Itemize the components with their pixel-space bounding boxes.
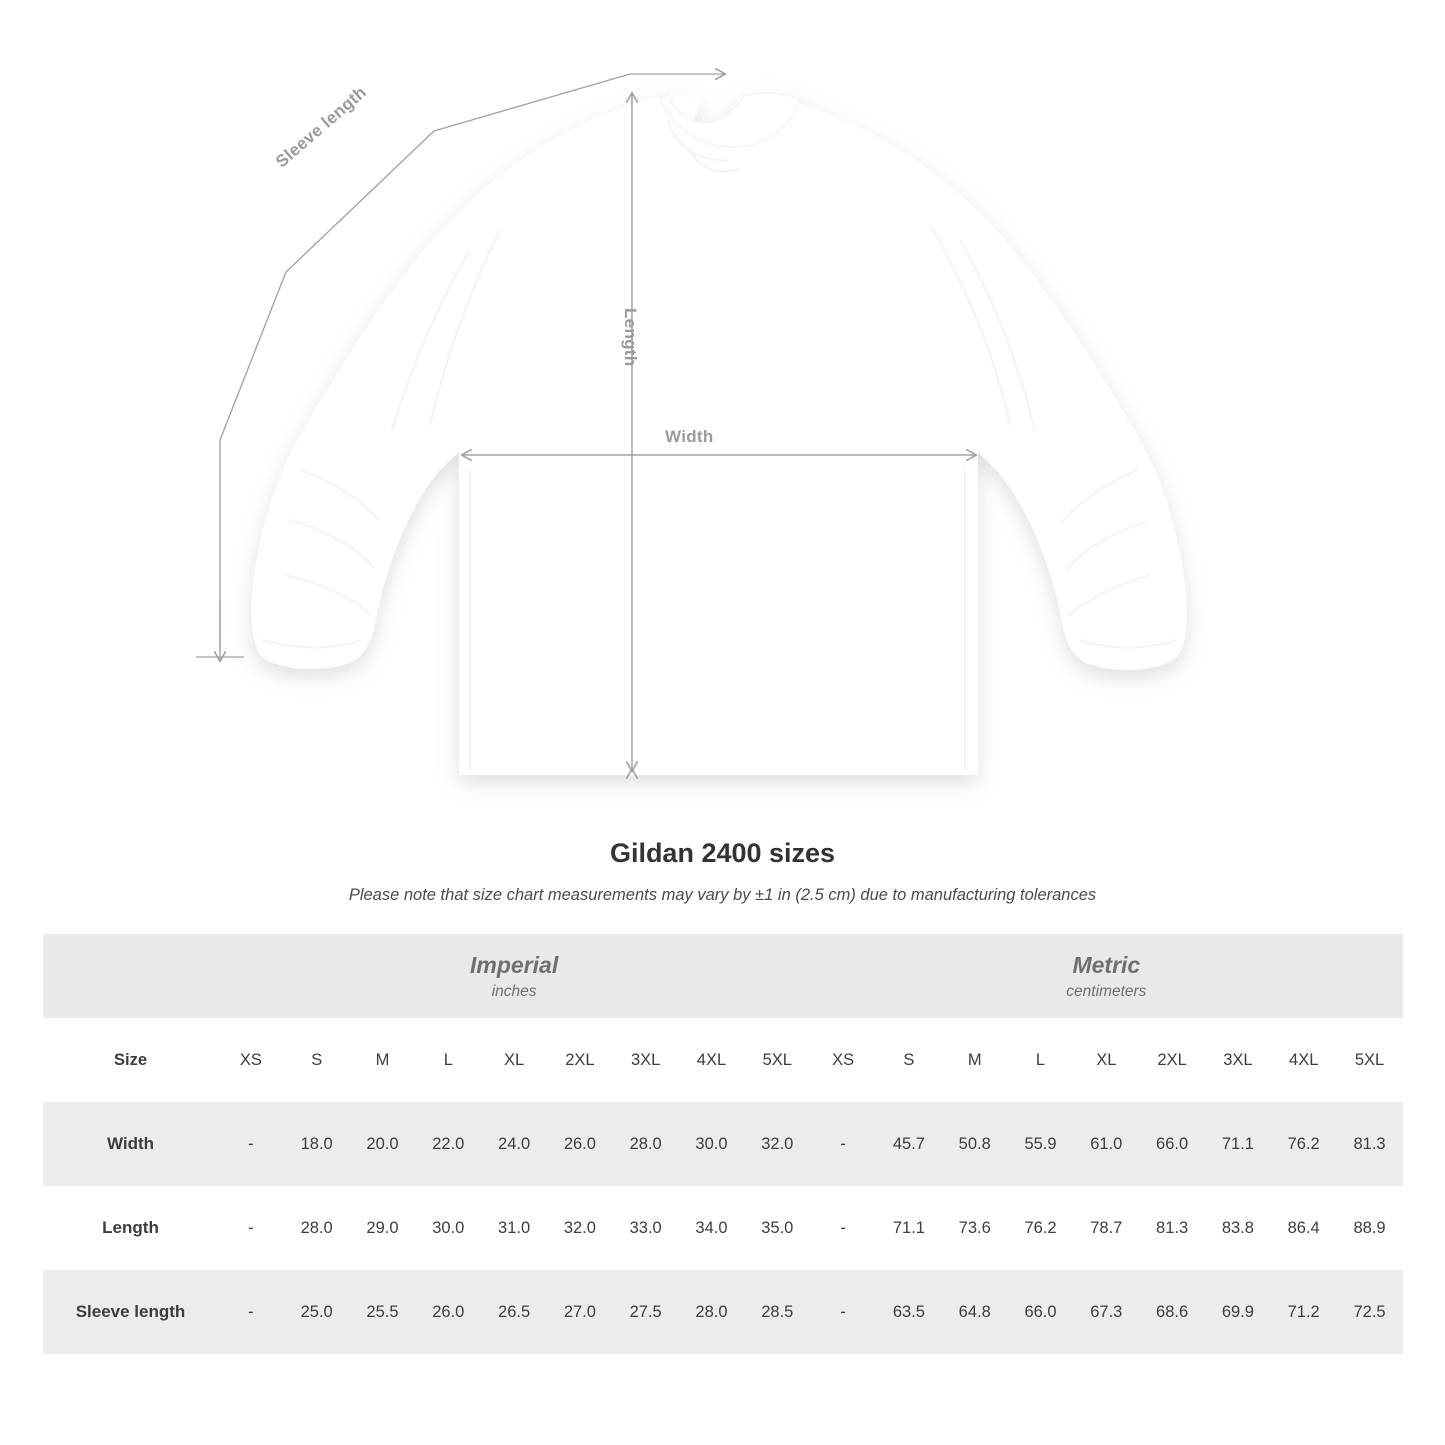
width-metric-3xl: 71.1 xyxy=(1205,1102,1271,1186)
unit-header-row xyxy=(43,934,1403,1018)
shirt-shape xyxy=(251,93,1187,775)
length-metric-l: 76.2 xyxy=(1008,1186,1074,1270)
width-imperial-2xl: 26.0 xyxy=(547,1102,613,1186)
sleeve-length-label: Sleeve length xyxy=(272,82,371,172)
length-imperial-3xl: 33.0 xyxy=(613,1186,679,1270)
sleeve-imperial-m: 25.5 xyxy=(350,1270,416,1354)
length-metric-2xl: 81.3 xyxy=(1139,1186,1205,1270)
row-label-width: Width xyxy=(43,1102,218,1186)
width-metric-m: 50.8 xyxy=(942,1102,1008,1186)
header-size-metric-xl: XL xyxy=(1073,1018,1139,1102)
header-size-imperial-s: S xyxy=(284,1018,350,1102)
row-label-length: Length xyxy=(43,1186,218,1270)
unit-metric-name: Metric xyxy=(1072,951,1141,978)
sleeve-metric-xs: - xyxy=(810,1270,876,1354)
header-size-metric-l: L xyxy=(1008,1018,1074,1102)
width-label: Width xyxy=(665,427,714,446)
header-size-metric-m: M xyxy=(942,1018,1008,1102)
length-imperial-2xl: 32.0 xyxy=(547,1186,613,1270)
length-imperial-xs: - xyxy=(218,1186,284,1270)
header-size-imperial-3xl: 3XL xyxy=(613,1018,679,1102)
length-metric-m: 73.6 xyxy=(942,1186,1008,1270)
width-metric-2xl: 66.0 xyxy=(1139,1102,1205,1186)
sleeve-imperial-xs: - xyxy=(218,1270,284,1354)
width-imperial-m: 20.0 xyxy=(350,1102,416,1186)
width-imperial-4xl: 30.0 xyxy=(679,1102,745,1186)
width-imperial-3xl: 28.0 xyxy=(613,1102,679,1186)
width-imperial-s: 18.0 xyxy=(284,1102,350,1186)
sleeve-imperial-2xl: 27.0 xyxy=(547,1270,613,1354)
sleeve-imperial-s: 25.0 xyxy=(284,1270,350,1354)
unit-spacer-cell xyxy=(43,934,218,1018)
sleeve-metric-m: 64.8 xyxy=(942,1270,1008,1354)
length-label: Length xyxy=(621,308,640,367)
tolerance-note: Please note that size chart measurements may vary by ±1 in (2.5 cm) due to manufacturing tolerances xyxy=(348,886,1097,904)
header-size-imperial-xs: XS xyxy=(218,1018,284,1102)
unit-metric-cell xyxy=(810,934,1402,1018)
header-size-metric-xs: XS xyxy=(810,1018,876,1102)
page-title: Gildan 2400 sizes xyxy=(609,838,836,868)
sleeve-metric-4xl: 71.2 xyxy=(1271,1270,1337,1354)
sleeve-imperial-xl: 26.5 xyxy=(481,1270,547,1354)
header-size-imperial-l: L xyxy=(415,1018,481,1102)
header-size-metric-2xl: 2XL xyxy=(1139,1018,1205,1102)
header-size-metric-5xl: 5XL xyxy=(1337,1018,1403,1102)
row-label-sleeve-length: Sleeve length xyxy=(43,1270,218,1354)
width-metric-xl: 61.0 xyxy=(1073,1102,1139,1186)
sleeve-metric-xl: 67.3 xyxy=(1073,1270,1139,1354)
length-imperial-xl: 31.0 xyxy=(481,1186,547,1270)
length-imperial-4xl: 34.0 xyxy=(679,1186,745,1270)
width-imperial-xl: 24.0 xyxy=(481,1102,547,1186)
header-size-imperial-2xl: 2XL xyxy=(547,1018,613,1102)
header-size-label: Size xyxy=(43,1018,218,1102)
width-metric-5xl: 81.3 xyxy=(1337,1102,1403,1186)
sleeve-imperial-4xl: 28.0 xyxy=(679,1270,745,1354)
title-block xyxy=(0,838,1445,905)
length-metric-3xl: 83.8 xyxy=(1205,1186,1271,1270)
width-metric-xs: - xyxy=(810,1102,876,1186)
length-metric-s: 71.1 xyxy=(876,1186,942,1270)
width-metric-s: 45.7 xyxy=(876,1102,942,1186)
unit-imperial-sub: inches xyxy=(491,983,537,1001)
sleeve-imperial-l: 26.0 xyxy=(415,1270,481,1354)
header-size-imperial-m: M xyxy=(350,1018,416,1102)
unit-imperial-name: Imperial xyxy=(470,951,559,978)
length-metric-xl: 78.7 xyxy=(1073,1186,1139,1270)
header-size-imperial-4xl: 4XL xyxy=(679,1018,745,1102)
width-imperial-xs: - xyxy=(218,1102,284,1186)
header-size-imperial-xl: XL xyxy=(481,1018,547,1102)
length-imperial-m: 29.0 xyxy=(350,1186,416,1270)
length-metric-xs: - xyxy=(810,1186,876,1270)
header-size-metric-3xl: 3XL xyxy=(1205,1018,1271,1102)
length-imperial-l: 30.0 xyxy=(415,1186,481,1270)
sleeve-imperial-3xl: 27.5 xyxy=(613,1270,679,1354)
size-chart-table-wrap xyxy=(43,934,1402,1354)
length-imperial-s: 28.0 xyxy=(284,1186,350,1270)
width-metric-4xl: 76.2 xyxy=(1271,1102,1337,1186)
width-metric-l: 55.9 xyxy=(1008,1102,1074,1186)
sleeve-metric-5xl: 72.5 xyxy=(1337,1270,1403,1354)
unit-imperial-cell xyxy=(218,934,810,1018)
size-header-row xyxy=(43,1018,1403,1102)
sleeve-imperial-5xl: 28.5 xyxy=(744,1270,810,1354)
sleeve-metric-2xl: 68.6 xyxy=(1139,1270,1205,1354)
unit-metric-sub: centimeters xyxy=(1066,983,1147,1001)
size-chart-table xyxy=(43,934,1403,1354)
table-row xyxy=(43,1186,1403,1270)
sleeve-metric-l: 66.0 xyxy=(1008,1270,1074,1354)
length-metric-5xl: 88.9 xyxy=(1337,1186,1403,1270)
header-size-metric-s: S xyxy=(876,1018,942,1102)
sleeve-metric-3xl: 69.9 xyxy=(1205,1270,1271,1354)
length-metric-4xl: 86.4 xyxy=(1271,1186,1337,1270)
length-imperial-5xl: 35.0 xyxy=(744,1186,810,1270)
sleeve-metric-s: 63.5 xyxy=(876,1270,942,1354)
table-row xyxy=(43,1270,1403,1354)
width-imperial-5xl: 32.0 xyxy=(744,1102,810,1186)
width-imperial-l: 22.0 xyxy=(415,1102,481,1186)
header-size-imperial-5xl: 5XL xyxy=(744,1018,810,1102)
header-size-metric-4xl: 4XL xyxy=(1271,1018,1337,1102)
table-row xyxy=(43,1102,1403,1186)
